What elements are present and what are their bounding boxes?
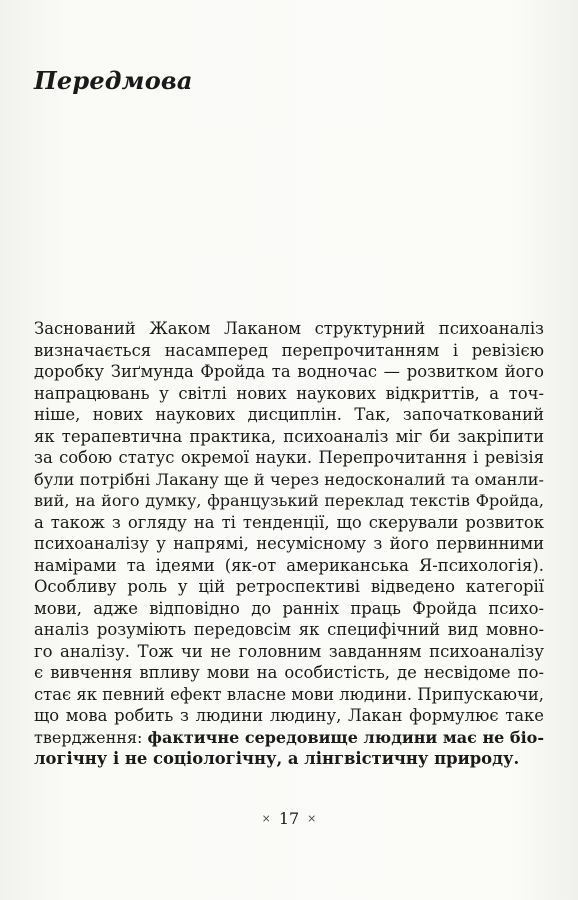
text-line-6: як терапевтична практика, психоаналіз міг би закріпити xyxy=(34,426,544,446)
text-line-3: доробку Зиґмунда Фройда та водночас — розвитком його xyxy=(34,362,544,381)
text-line-18: стає як певний ефект власне мови людини. Припускаючи, xyxy=(34,684,544,704)
text-line-1: Заснований Жаком Лаканом структурний психоаналіз xyxy=(34,319,544,338)
text-line-4: напрацювань у світлі нових наукових відкриттів, а точ- xyxy=(34,383,544,403)
page-number xyxy=(0,809,578,828)
page-number-value: 17 xyxy=(278,809,300,828)
text-line-10: а також з огляду на ті тенденції, що скерували розвиток xyxy=(34,512,544,532)
text-line-17: є вивчення впливу мови на особистість, де несвідоме по- xyxy=(34,663,544,682)
text-line-21: логічну і не соціологічну, а лінгвістичну природу. xyxy=(34,749,520,768)
text-line-11: психоаналізу у напрямі, несумісному з його первинними xyxy=(34,534,544,553)
text-line-20 xyxy=(34,727,544,749)
text-line-14: мови, адже відповідно до ранніх праць Фройда психо- xyxy=(34,598,544,618)
ornament-left: × xyxy=(261,812,271,825)
text-line-20-plain: твердження: xyxy=(34,727,148,747)
text-line-16: го аналізу. Тож чи не головним завданням психоаналізу xyxy=(34,641,544,661)
text-line-12: намірами та ідеями (як-от американська Я-психологія). xyxy=(34,555,544,575)
text-line-19: що мова робить з людини людину, Лакан формулює таке xyxy=(34,706,544,725)
chapter-title: Передмова xyxy=(34,66,193,95)
text-line-20-bold: фактичне середовище людини має не біо- xyxy=(147,727,544,747)
ornament-right: × xyxy=(307,812,317,825)
text-line-5: ніше, нових наукових дисциплін. Так, започаткований xyxy=(34,405,544,424)
text-line-9: вий, на його думку, французький переклад текстів Фройда, xyxy=(34,491,544,510)
text-line-7: за собою статус окремої науки. Перепрочитання і ревізія xyxy=(34,448,544,467)
text-line-15: аналіз розуміють передовсім як специфічний вид мовно- xyxy=(34,620,544,639)
paragraph xyxy=(34,318,544,770)
text-line-2: визначається насамперед перепрочитанням і ревізією xyxy=(34,340,544,360)
text-line-13: Особливу роль у цій ретроспективі відведено категорії xyxy=(34,577,544,596)
text-line-8: були потрібні Лакану ще й через недосконалий та оманли- xyxy=(34,469,544,489)
